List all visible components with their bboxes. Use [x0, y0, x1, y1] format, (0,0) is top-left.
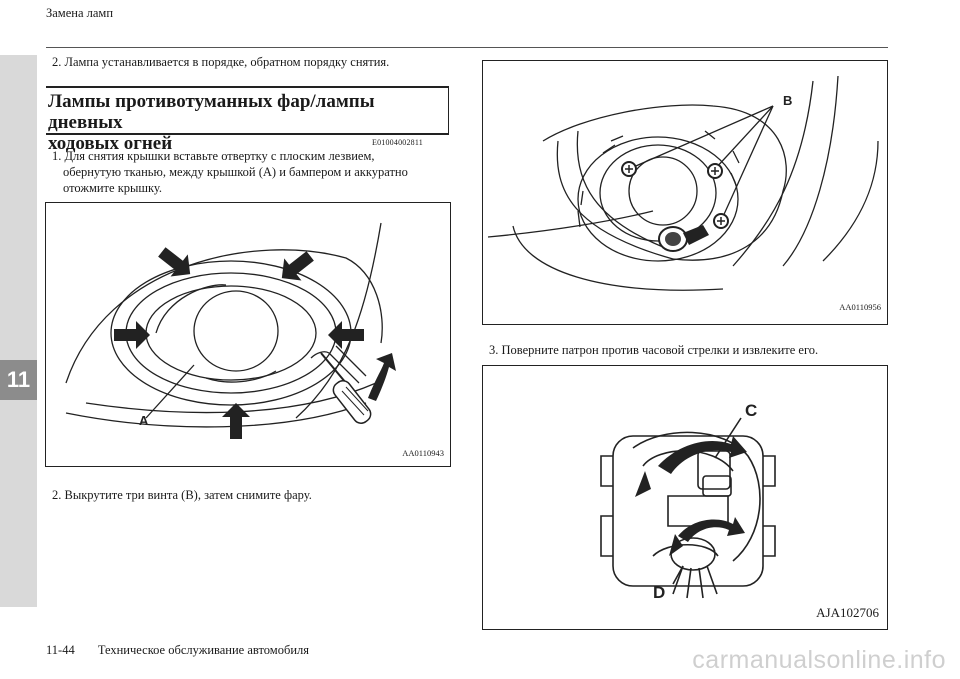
section-title-line2: ходовых огней: [48, 133, 173, 154]
page-number: 11-44: [46, 643, 75, 657]
section-title-line1: Лампы противотуманных фар/лампы дневных: [48, 91, 375, 133]
figure1-code: AA0110943: [402, 448, 444, 458]
figure3-code: AJA102706: [816, 605, 879, 620]
screwdriver-icon: [321, 353, 374, 426]
running-head: Замена ламп: [46, 6, 114, 20]
step3: 3. Поверните патрон против часовой стрелки и извлеките его.: [489, 343, 819, 357]
chapter-tab[interactable]: 11: [0, 360, 37, 400]
label-a: A: [139, 413, 149, 428]
figure-bulb-socket: [482, 365, 888, 630]
chapter-sidebar: [0, 55, 37, 607]
page-footer: [46, 643, 309, 658]
header-rule: [46, 47, 888, 48]
step2: 2. Выкрутите три винта (B), затем снимите фару.: [52, 488, 312, 502]
fog-lamp-screws-illustration: [483, 61, 888, 325]
section-code: E01004002811: [372, 138, 423, 147]
bulb-socket-illustration: [483, 366, 888, 630]
step1-line2: обернутую тканью, между крышкой (A) и бампером и аккуратно: [63, 165, 408, 179]
label-d: D: [653, 583, 666, 602]
figure-fog-lamp-cover: [45, 202, 451, 467]
label-b: B: [783, 93, 793, 108]
step1-line3: отожмите крышку.: [63, 181, 163, 195]
figure-fog-lamp-screws: [482, 60, 888, 325]
label-c: C: [745, 401, 758, 420]
fog-lamp-cover-illustration: [46, 203, 451, 467]
watermark: carmanualsonline.info: [692, 646, 946, 674]
figure2-code: AA0110956: [839, 302, 881, 312]
intro-step: 2. Лампа устанавливается в порядке, обратном порядку снятия.: [52, 55, 390, 69]
bulb-socket-icon: [659, 225, 709, 251]
screw-icons: [622, 162, 728, 228]
step1-line1: 1. Для снятия крышки вставьте отвертку с плоским лезвием,: [52, 149, 375, 163]
footer-title: Техническое обслуживание автомобиля: [97, 643, 309, 657]
